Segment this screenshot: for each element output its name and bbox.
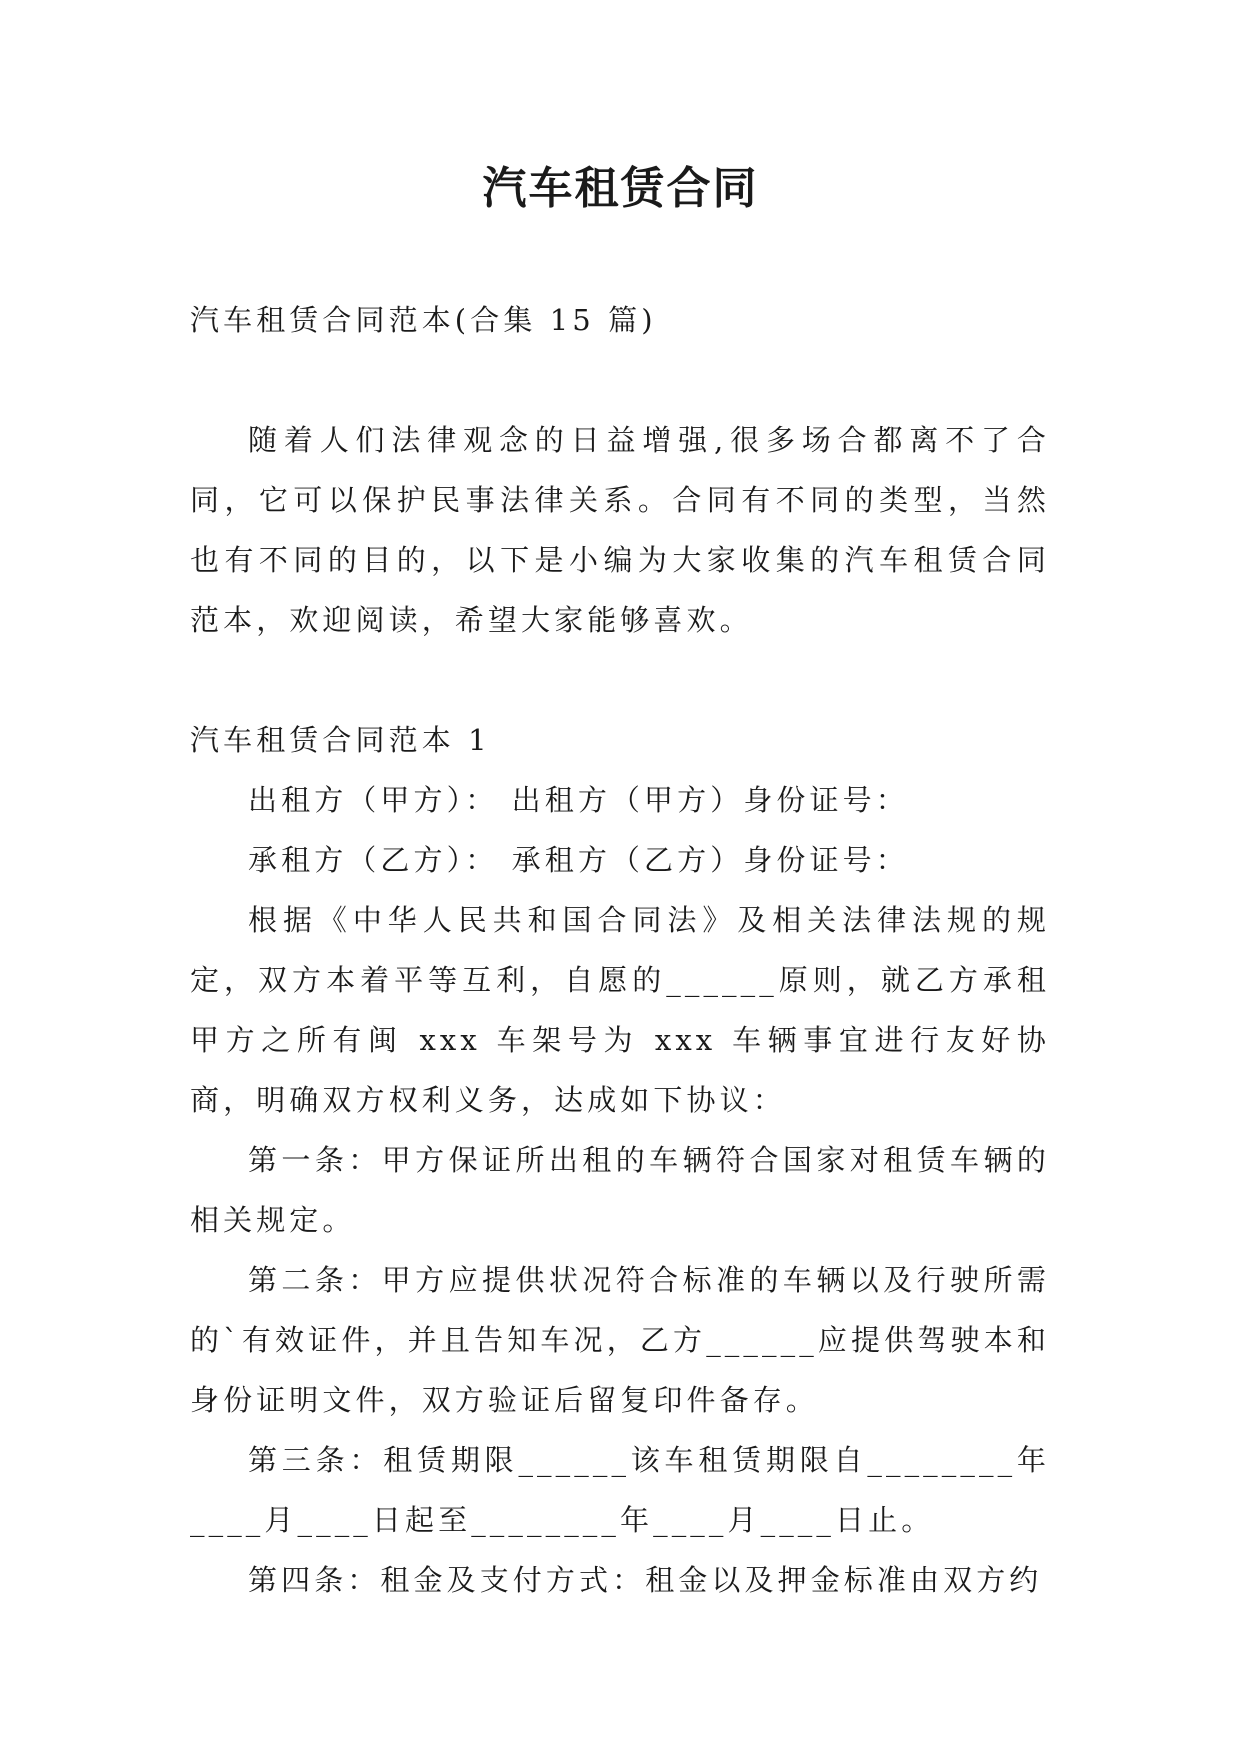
document-subtitle: 汽车租赁合同范本(合集 15 篇) xyxy=(190,303,657,337)
clause-1: 第一条：甲方保证所出租的车辆符合国家对租赁车辆的相关规定。 xyxy=(190,1143,1050,1237)
party-b-line: 承租方（乙方）： 承租方（乙方）身份证号： xyxy=(248,843,909,877)
document-body xyxy=(190,290,1050,1610)
preamble-paragraph: 根据《中华人民共和国合同法》及相关法律法规的规定，双方本着平等互利，自愿的______原则，就乙方承租甲方之所有闽 xxx 车架号为 xxx 车辆事宜进行友好协商，明确双方权利义务，达成如下协议： xyxy=(190,903,1050,1117)
document-title: 汽车租赁合同 xyxy=(482,163,759,214)
party-a-line: 出租方（甲方）： 出租方（甲方）身份证号： xyxy=(248,783,909,817)
clause-3: 第三条：租赁期限______该车租赁期限自________年____月____日起至________年____月____日止。 xyxy=(190,1443,1050,1537)
clause-2: 第二条：甲方应提供状况符合标准的车辆以及行驶所需的`有效证件，并且告知车况，乙方______应提供驾驶本和身份证明文件，双方验证后留复印件备存。 xyxy=(190,1263,1050,1417)
intro-paragraph: 随着人们法律观念的日益增强,很多场合都离不了合同，它可以保护民事法律关系。合同有不同的类型，当然也有不同的目的，以下是小编为大家收集的汽车租赁合同范本，欢迎阅读，希望大家能够喜欢。 xyxy=(190,423,1050,637)
section-heading: 汽车租赁合同范本 1 xyxy=(190,723,491,757)
clause-4: 第四条：租金及支付方式：租金以及押金标准由双方约 xyxy=(248,1563,1043,1597)
